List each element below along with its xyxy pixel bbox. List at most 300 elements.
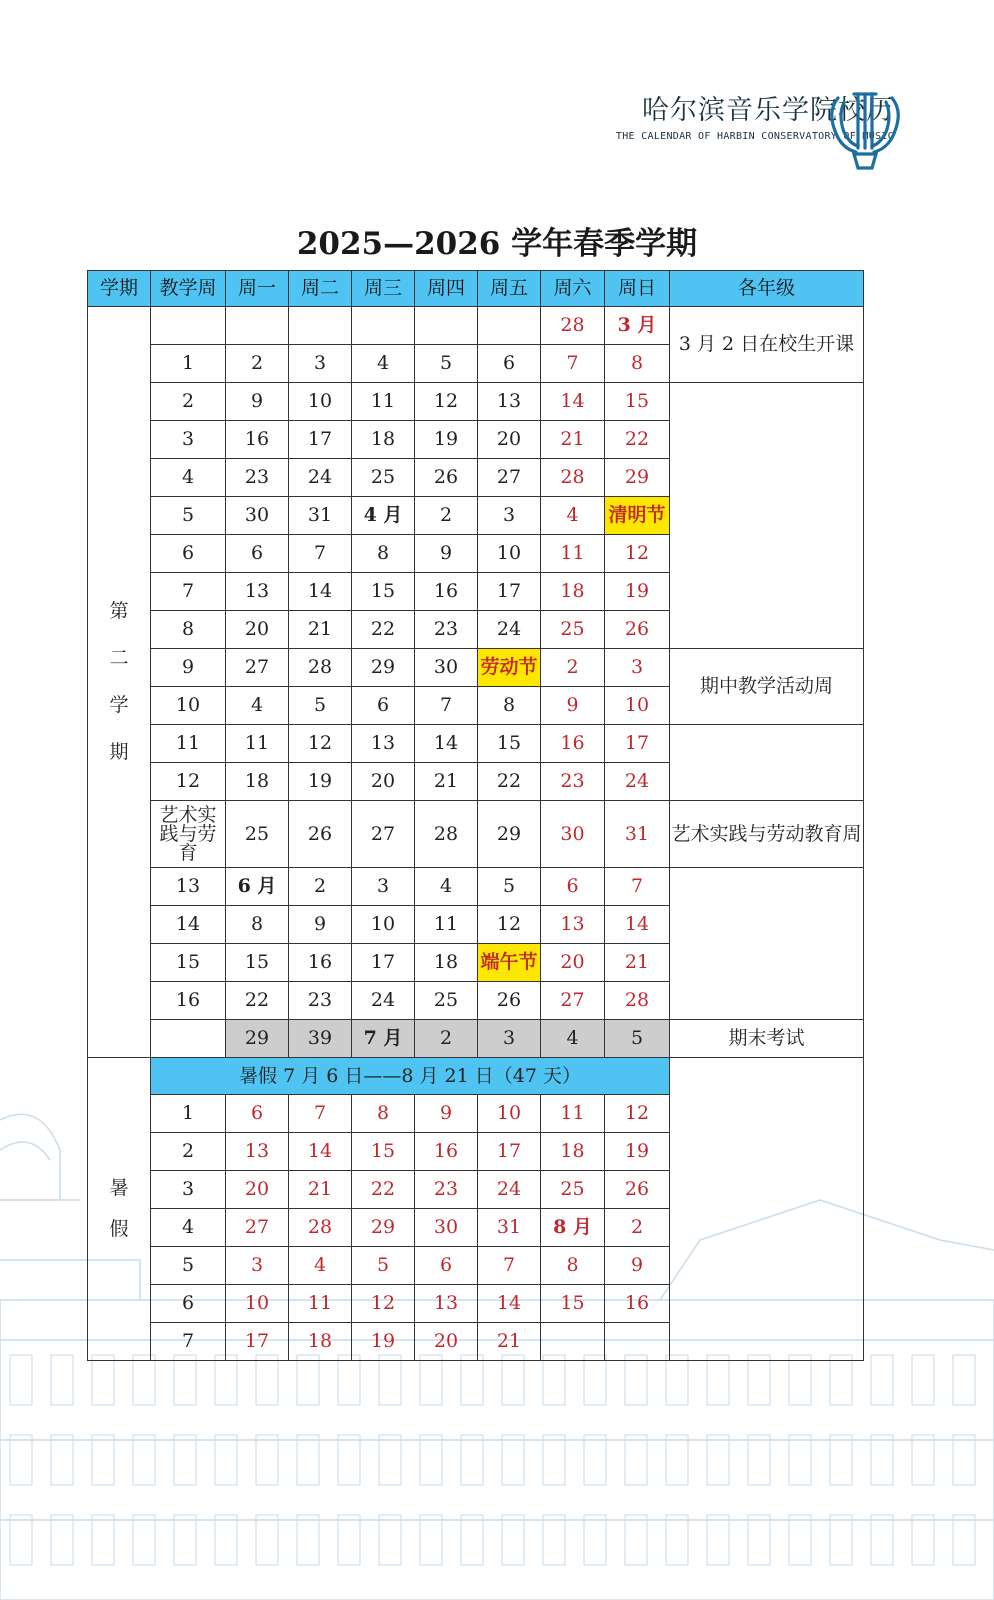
window-shape — [625, 1515, 647, 1565]
day-cell: 15 — [541, 1285, 605, 1323]
day-cell: 28 — [605, 982, 670, 1020]
day-cell: 3 — [478, 497, 541, 535]
day-cell: 6 — [226, 535, 289, 573]
day-cell: 26 — [478, 982, 541, 1020]
window-shape — [51, 1435, 73, 1485]
day-cell: 8 — [478, 687, 541, 725]
note-cell: 期中教学活动周 — [670, 649, 864, 725]
window-shape — [133, 1355, 155, 1405]
day-cell: 26 — [415, 459, 478, 497]
note-empty — [670, 868, 864, 1020]
window-shape — [748, 1355, 770, 1405]
day-cell: 8 — [352, 535, 415, 573]
window-shape — [953, 1355, 975, 1405]
day-cell: 10 — [605, 687, 670, 725]
term-label-summer: 暑 假 — [88, 1058, 151, 1361]
day-cell: 4 — [541, 497, 605, 535]
day-cell: 16 — [415, 1133, 478, 1171]
window-shape — [748, 1515, 770, 1565]
window-shape — [953, 1515, 975, 1565]
window-shape — [256, 1515, 278, 1565]
week-row — [88, 649, 864, 687]
day-cell: 11 — [289, 1285, 352, 1323]
day-cell: 30 — [226, 497, 289, 535]
window-shape — [707, 1515, 729, 1565]
day-cell: 13 — [478, 383, 541, 421]
window-shape — [379, 1355, 401, 1405]
week-row — [88, 383, 864, 421]
window-shape — [51, 1515, 73, 1565]
window-shape — [10, 1435, 32, 1485]
day-cell: 15 — [352, 573, 415, 611]
day-cell: 13 — [226, 573, 289, 611]
day-cell — [541, 1323, 605, 1361]
week-number: 12 — [151, 763, 226, 801]
day-cell: 25 — [541, 611, 605, 649]
day-cell: 13 — [541, 906, 605, 944]
week-number — [151, 307, 226, 345]
day-cell: 10 — [478, 1095, 541, 1133]
day-cell: 22 — [478, 763, 541, 801]
day-cell: 2 — [226, 345, 289, 383]
window-shape — [420, 1435, 442, 1485]
column-header: 周六 — [541, 271, 605, 307]
day-cell: 24 — [289, 459, 352, 497]
day-cell: 24 — [605, 763, 670, 801]
day-cell: 10 — [478, 535, 541, 573]
day-cell: 21 — [415, 763, 478, 801]
day-cell: 18 — [226, 763, 289, 801]
window-shape — [174, 1515, 196, 1565]
day-cell — [415, 307, 478, 345]
day-cell: 16 — [289, 944, 352, 982]
day-cell: 5 — [289, 687, 352, 725]
window-shape — [871, 1515, 893, 1565]
day-cell: 24 — [478, 611, 541, 649]
day-cell: 9 — [541, 687, 605, 725]
day-cell: 28 — [289, 1209, 352, 1247]
day-cell: 7 — [289, 535, 352, 573]
note-empty — [670, 383, 864, 649]
week-row — [88, 725, 864, 763]
window-shape — [502, 1435, 524, 1485]
window-shape — [338, 1355, 360, 1405]
header-title: 哈尔滨音乐学院校历 — [642, 95, 894, 126]
day-cell: 27 — [226, 649, 289, 687]
week-number: 4 — [151, 1209, 226, 1247]
window-shape — [461, 1355, 483, 1405]
note-cell: 3 月 2 日在校生开课 — [670, 307, 864, 383]
week-row — [88, 307, 864, 345]
day-cell: 12 — [478, 906, 541, 944]
day-cell: 17 — [478, 1133, 541, 1171]
day-cell: 6 — [352, 687, 415, 725]
day-cell: 17 — [352, 944, 415, 982]
day-cell: 29 — [352, 1209, 415, 1247]
window-shape — [297, 1355, 319, 1405]
day-cell: 17 — [605, 725, 670, 763]
day-cell: 7 — [478, 1247, 541, 1285]
summer-banner-row — [88, 1058, 864, 1095]
day-cell: 8 月 — [541, 1209, 605, 1247]
day-cell: 15 — [478, 725, 541, 763]
day-cell: 3 — [605, 649, 670, 687]
window-shape — [92, 1515, 114, 1565]
day-cell: 3 月 — [605, 307, 670, 345]
day-cell: 9 — [605, 1247, 670, 1285]
day-cell: 9 — [415, 1095, 478, 1133]
column-header: 周五 — [478, 271, 541, 307]
day-cell: 27 — [478, 459, 541, 497]
day-cell: 29 — [226, 1020, 289, 1058]
header-subtitle: THE CALENDAR OF HARBIN CONSERVATORY OF MUSIC — [615, 131, 894, 142]
week-number: 3 — [151, 1171, 226, 1209]
day-cell: 22 — [352, 611, 415, 649]
window-shape — [215, 1355, 237, 1405]
day-cell: 4 月 — [352, 497, 415, 535]
day-cell: 25 — [541, 1171, 605, 1209]
day-cell: 6 — [226, 1095, 289, 1133]
day-cell: 7 — [289, 1095, 352, 1133]
window-shape — [502, 1515, 524, 1565]
window-shape — [461, 1435, 483, 1485]
week-number: 3 — [151, 421, 226, 459]
day-cell: 31 — [605, 801, 670, 868]
column-header: 周四 — [415, 271, 478, 307]
day-cell: 7 — [605, 868, 670, 906]
day-cell: 6 — [415, 1247, 478, 1285]
day-cell: 7 — [541, 345, 605, 383]
window-shape — [133, 1435, 155, 1485]
week-number: 14 — [151, 906, 226, 944]
column-header: 周日 — [605, 271, 670, 307]
day-cell: 18 — [415, 944, 478, 982]
day-cell: 5 — [415, 345, 478, 383]
window-shape — [256, 1435, 278, 1485]
week-number: 1 — [151, 345, 226, 383]
holiday-cell: 端午节 — [478, 944, 541, 982]
day-cell: 13 — [352, 725, 415, 763]
window-shape — [256, 1355, 278, 1405]
day-cell: 14 — [478, 1285, 541, 1323]
window-shape — [420, 1515, 442, 1565]
week-number: 9 — [151, 649, 226, 687]
week-number: 4 — [151, 459, 226, 497]
window-shape — [666, 1355, 688, 1405]
window-shape — [584, 1435, 606, 1485]
day-cell: 3 — [289, 345, 352, 383]
day-cell: 18 — [289, 1323, 352, 1361]
day-cell: 12 — [415, 383, 478, 421]
column-header: 周一 — [226, 271, 289, 307]
window-shape — [912, 1515, 934, 1565]
day-cell: 25 — [226, 801, 289, 868]
day-cell: 5 — [478, 868, 541, 906]
window-shape — [174, 1355, 196, 1405]
window-shape — [215, 1435, 237, 1485]
window-shape — [871, 1435, 893, 1485]
week-number: 11 — [151, 725, 226, 763]
day-cell: 19 — [605, 573, 670, 611]
day-cell: 2 — [415, 497, 478, 535]
day-cell: 19 — [289, 763, 352, 801]
window-shape — [543, 1355, 565, 1405]
day-cell: 7 月 — [352, 1020, 415, 1058]
day-cell: 2 — [605, 1209, 670, 1247]
window-shape — [92, 1355, 114, 1405]
day-cell: 11 — [415, 906, 478, 944]
day-cell: 24 — [478, 1171, 541, 1209]
window-shape — [338, 1515, 360, 1565]
day-cell: 28 — [415, 801, 478, 868]
window-shape — [133, 1515, 155, 1565]
day-cell: 28 — [289, 649, 352, 687]
window-shape — [789, 1355, 811, 1405]
day-cell: 20 — [478, 421, 541, 459]
day-cell: 21 — [289, 1171, 352, 1209]
week-number: 16 — [151, 982, 226, 1020]
window-shape — [51, 1355, 73, 1405]
window-shape — [10, 1515, 32, 1565]
day-cell: 17 — [478, 573, 541, 611]
day-cell: 19 — [352, 1323, 415, 1361]
day-cell: 17 — [226, 1323, 289, 1361]
note-cell: 期末考试 — [670, 1020, 864, 1058]
day-cell: 5 — [352, 1247, 415, 1285]
day-cell: 25 — [415, 982, 478, 1020]
window-shape — [912, 1355, 934, 1405]
day-cell: 29 — [352, 649, 415, 687]
day-cell: 22 — [226, 982, 289, 1020]
calendar-table — [87, 270, 864, 1361]
day-cell: 4 — [289, 1247, 352, 1285]
week-number: 5 — [151, 1247, 226, 1285]
window-shape — [543, 1515, 565, 1565]
day-cell: 13 — [415, 1285, 478, 1323]
note-empty — [670, 725, 864, 801]
day-cell — [289, 307, 352, 345]
window-shape — [461, 1515, 483, 1565]
day-cell: 30 — [541, 801, 605, 868]
day-cell: 14 — [415, 725, 478, 763]
window-shape — [379, 1435, 401, 1485]
page-title: 2025—2026 学年春季学期 — [296, 226, 698, 262]
week-number: 13 — [151, 868, 226, 906]
window-shape — [584, 1515, 606, 1565]
week-row — [88, 801, 864, 868]
window-shape — [666, 1435, 688, 1485]
window-shape — [871, 1355, 893, 1405]
day-cell: 16 — [541, 725, 605, 763]
window-shape — [92, 1435, 114, 1485]
window-shape — [297, 1435, 319, 1485]
window-shape — [625, 1435, 647, 1485]
day-cell: 31 — [289, 497, 352, 535]
window-shape — [748, 1435, 770, 1485]
window-shape — [789, 1515, 811, 1565]
lyre-logo-icon — [826, 88, 904, 174]
day-cell: 20 — [415, 1323, 478, 1361]
window-shape — [584, 1355, 606, 1405]
week-number — [151, 1020, 226, 1058]
day-cell: 18 — [541, 573, 605, 611]
day-cell: 21 — [605, 944, 670, 982]
day-cell — [352, 307, 415, 345]
day-cell: 23 — [415, 1171, 478, 1209]
week-number: 6 — [151, 1285, 226, 1323]
window-shape — [543, 1435, 565, 1485]
day-cell: 13 — [226, 1133, 289, 1171]
day-cell: 5 — [605, 1020, 670, 1058]
day-cell: 23 — [415, 611, 478, 649]
day-cell — [226, 307, 289, 345]
week-number: 艺术实践与劳育 — [151, 801, 226, 868]
day-cell: 12 — [605, 535, 670, 573]
summer-banner: 暑假 7 月 6 日——8 月 21 日（47 天） — [151, 1058, 670, 1095]
column-header: 周二 — [289, 271, 352, 307]
window-shape — [297, 1515, 319, 1565]
day-cell: 14 — [289, 573, 352, 611]
day-cell: 6 — [541, 868, 605, 906]
column-header: 学期 — [88, 271, 151, 307]
day-cell: 10 — [226, 1285, 289, 1323]
day-cell: 18 — [352, 421, 415, 459]
window-shape — [707, 1355, 729, 1405]
holiday-cell: 清明节 — [605, 497, 670, 535]
day-cell: 26 — [289, 801, 352, 868]
day-cell: 9 — [415, 535, 478, 573]
day-cell: 8 — [226, 906, 289, 944]
day-cell: 19 — [605, 1133, 670, 1171]
day-cell: 21 — [541, 421, 605, 459]
window-shape — [830, 1515, 852, 1565]
window-shape — [379, 1515, 401, 1565]
day-cell: 14 — [541, 383, 605, 421]
day-cell: 4 — [541, 1020, 605, 1058]
day-cell: 16 — [605, 1285, 670, 1323]
window-shape — [830, 1355, 852, 1405]
day-cell: 12 — [289, 725, 352, 763]
week-number: 8 — [151, 611, 226, 649]
window-shape — [10, 1355, 32, 1405]
day-cell: 11 — [541, 1095, 605, 1133]
day-cell: 8 — [352, 1095, 415, 1133]
day-cell: 23 — [541, 763, 605, 801]
day-cell: 27 — [226, 1209, 289, 1247]
week-number: 7 — [151, 573, 226, 611]
day-cell: 20 — [541, 944, 605, 982]
day-cell: 27 — [541, 982, 605, 1020]
day-cell: 6 — [478, 345, 541, 383]
week-number: 1 — [151, 1095, 226, 1133]
window-shape — [953, 1435, 975, 1485]
week-number: 10 — [151, 687, 226, 725]
week-row — [88, 868, 864, 906]
day-cell: 26 — [605, 611, 670, 649]
window-shape — [215, 1515, 237, 1565]
day-cell: 8 — [605, 345, 670, 383]
window-shape — [707, 1435, 729, 1485]
window-shape — [420, 1355, 442, 1405]
day-cell: 23 — [226, 459, 289, 497]
day-cell: 14 — [605, 906, 670, 944]
day-cell: 21 — [478, 1323, 541, 1361]
week-number: 2 — [151, 383, 226, 421]
window-shape — [912, 1435, 934, 1485]
day-cell: 15 — [352, 1133, 415, 1171]
day-cell: 8 — [541, 1247, 605, 1285]
day-cell: 10 — [352, 906, 415, 944]
column-header: 教学周 — [151, 271, 226, 307]
day-cell: 12 — [605, 1095, 670, 1133]
day-cell: 39 — [289, 1020, 352, 1058]
column-header: 周三 — [352, 271, 415, 307]
day-cell: 11 — [352, 383, 415, 421]
day-cell: 22 — [605, 421, 670, 459]
window-shape — [174, 1435, 196, 1485]
day-cell: 29 — [478, 801, 541, 868]
day-cell: 24 — [352, 982, 415, 1020]
day-cell: 21 — [289, 611, 352, 649]
day-cell: 3 — [226, 1247, 289, 1285]
day-cell: 22 — [352, 1171, 415, 1209]
day-cell: 18 — [541, 1133, 605, 1171]
day-cell: 17 — [289, 421, 352, 459]
column-header: 各年级 — [670, 271, 864, 307]
day-cell: 15 — [226, 944, 289, 982]
day-cell: 14 — [289, 1133, 352, 1171]
holiday-cell: 劳动节 — [478, 649, 541, 687]
day-cell: 25 — [352, 459, 415, 497]
window-shape — [666, 1515, 688, 1565]
day-cell: 27 — [352, 801, 415, 868]
day-cell: 7 — [415, 687, 478, 725]
day-cell: 11 — [541, 535, 605, 573]
day-cell: 31 — [478, 1209, 541, 1247]
week-number: 2 — [151, 1133, 226, 1171]
week-number: 15 — [151, 944, 226, 982]
day-cell: 11 — [226, 725, 289, 763]
day-cell: 10 — [289, 383, 352, 421]
day-cell: 9 — [289, 906, 352, 944]
day-cell: 2 — [415, 1020, 478, 1058]
header-row — [88, 271, 864, 307]
window-shape — [789, 1435, 811, 1485]
day-cell: 26 — [605, 1171, 670, 1209]
day-cell — [605, 1323, 670, 1361]
day-cell: 20 — [226, 1171, 289, 1209]
day-cell: 3 — [478, 1020, 541, 1058]
week-number: 6 — [151, 535, 226, 573]
day-cell: 4 — [226, 687, 289, 725]
window-shape — [625, 1355, 647, 1405]
window-shape — [502, 1355, 524, 1405]
week-number: 5 — [151, 497, 226, 535]
day-cell: 28 — [541, 459, 605, 497]
week-number: 7 — [151, 1323, 226, 1361]
day-cell: 12 — [352, 1285, 415, 1323]
day-cell: 28 — [541, 307, 605, 345]
day-cell: 23 — [289, 982, 352, 1020]
day-cell: 4 — [415, 868, 478, 906]
day-cell: 2 — [541, 649, 605, 687]
day-cell: 9 — [226, 383, 289, 421]
day-cell: 19 — [415, 421, 478, 459]
day-cell: 16 — [226, 421, 289, 459]
day-cell: 3 — [352, 868, 415, 906]
week-row — [88, 1020, 864, 1058]
note-cell: 艺术实践与劳动教育周 — [670, 801, 864, 868]
